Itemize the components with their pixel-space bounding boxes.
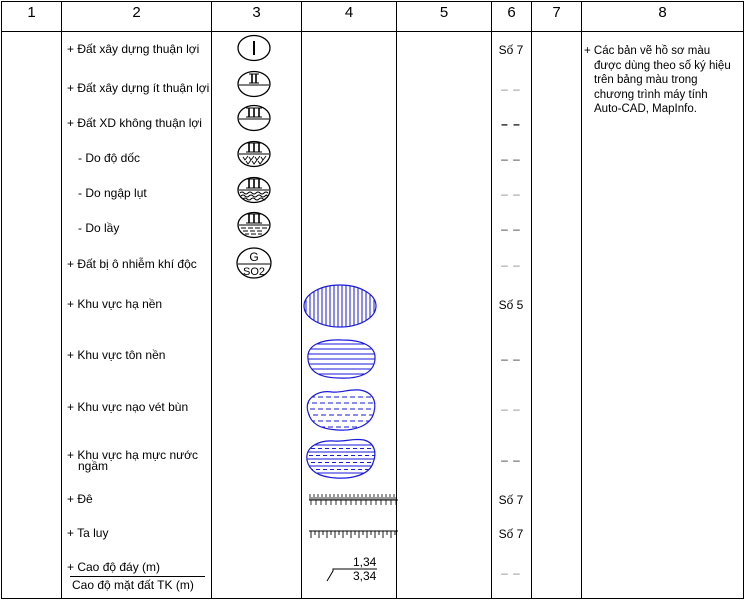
col6-dash: – –: [501, 82, 521, 96]
row-label-buildable-less-favorable: + Đất xây dựng ít thuận lợi: [67, 81, 210, 95]
col6-dash: – –: [501, 258, 521, 272]
header-col-6: 6: [507, 4, 516, 21]
row-label-groundwater-line2: ngầm: [78, 459, 109, 473]
col6-dash: – –: [501, 566, 521, 580]
toxic-gas-symbol-bottom: SO2: [242, 266, 266, 278]
line-symbol-dike: [306, 489, 402, 509]
row-label-due-to-flooding: - Do ngập lụt: [78, 186, 147, 200]
row-label-bottom-elevation: + Cao độ đáy (m): [67, 560, 161, 574]
symbol-circle-class-1: [236, 34, 272, 62]
header-col-5: 5: [439, 4, 449, 21]
symbol-circle-class-3: [236, 104, 272, 132]
line-symbol-slope: [306, 525, 402, 543]
col6-value: Số 5: [498, 298, 524, 312]
note-line: trên bảng màu trong: [594, 74, 698, 86]
col6-dash: – –: [501, 117, 521, 131]
note-line: chương trình máy tính: [594, 88, 708, 101]
elevation-value-bottom: 3,34: [353, 569, 377, 583]
note-line: được dùng theo số ký hiệu: [594, 59, 731, 72]
row-label-groundwater-line1: + Khu vực hạ mực nước: [67, 448, 199, 462]
toxic-gas-symbol-top: G: [249, 250, 259, 264]
elevation-value-top: 1,34: [353, 555, 377, 569]
row-label-dike: + Đê: [67, 492, 93, 506]
header-col-4: 4: [344, 4, 354, 21]
elevation-label-divider: [70, 576, 205, 577]
col6-value: Số 7: [498, 43, 524, 57]
row-label-buildable-favorable: + Đất xây dựng thuận lợi: [67, 42, 200, 56]
note-line: + Các bản vẽ hồ sơ màu: [584, 45, 711, 57]
header-col-7: 7: [552, 4, 561, 21]
symbol-circle-swamp: [236, 211, 272, 239]
col6-value: Số 7: [498, 493, 524, 507]
area-symbol-groundwater: [302, 436, 378, 482]
row-label-ground-elevation: Cao độ mặt đất TK (m): [72, 578, 194, 592]
col6-dash: – –: [501, 152, 521, 166]
area-symbol-lowered-ground: [302, 283, 378, 329]
col6-value: Số 7: [498, 527, 524, 541]
col6-dash: – –: [501, 222, 521, 236]
col6-dash: – –: [501, 402, 521, 416]
header-col-3: 3: [252, 4, 261, 21]
col6-dash: – –: [501, 453, 521, 467]
row-label-dredging: + Khu vực nạo vét bùn: [67, 400, 189, 414]
row-label-buildable-unfavorable: + Đất XD không thuận lợi: [67, 116, 202, 130]
note-line: Auto-CAD, MapInfo.: [594, 103, 697, 115]
row-label-due-to-slope: - Do độ dốc: [78, 151, 141, 165]
col6-dash: – –: [501, 352, 521, 366]
header-col-8: 8: [658, 4, 667, 21]
row-label-lowered-ground: + Khu vực hạ nền: [67, 297, 163, 311]
area-symbol-raised-ground: [302, 336, 378, 382]
row-label-slope: + Ta luy: [67, 526, 109, 540]
symbol-circle-slope: [236, 140, 272, 168]
symbol-circle-flood: [236, 176, 272, 204]
header-col-1: 1: [27, 4, 36, 21]
symbol-circle-toxic-gas: [235, 246, 273, 280]
header-col-2: 2: [132, 4, 141, 21]
symbol-circle-class-2: [236, 70, 272, 98]
row-label-due-to-swamp: - Do lầy: [78, 221, 120, 235]
area-symbol-dredging: [302, 386, 378, 434]
col6-dash: – –: [501, 187, 521, 201]
column-8-note: [584, 44, 742, 117]
row-label-toxic-gas: + Đất bị ô nhiễm khí độc: [67, 257, 197, 271]
row-label-raised-ground: + Khu vực tôn nền: [67, 348, 166, 362]
